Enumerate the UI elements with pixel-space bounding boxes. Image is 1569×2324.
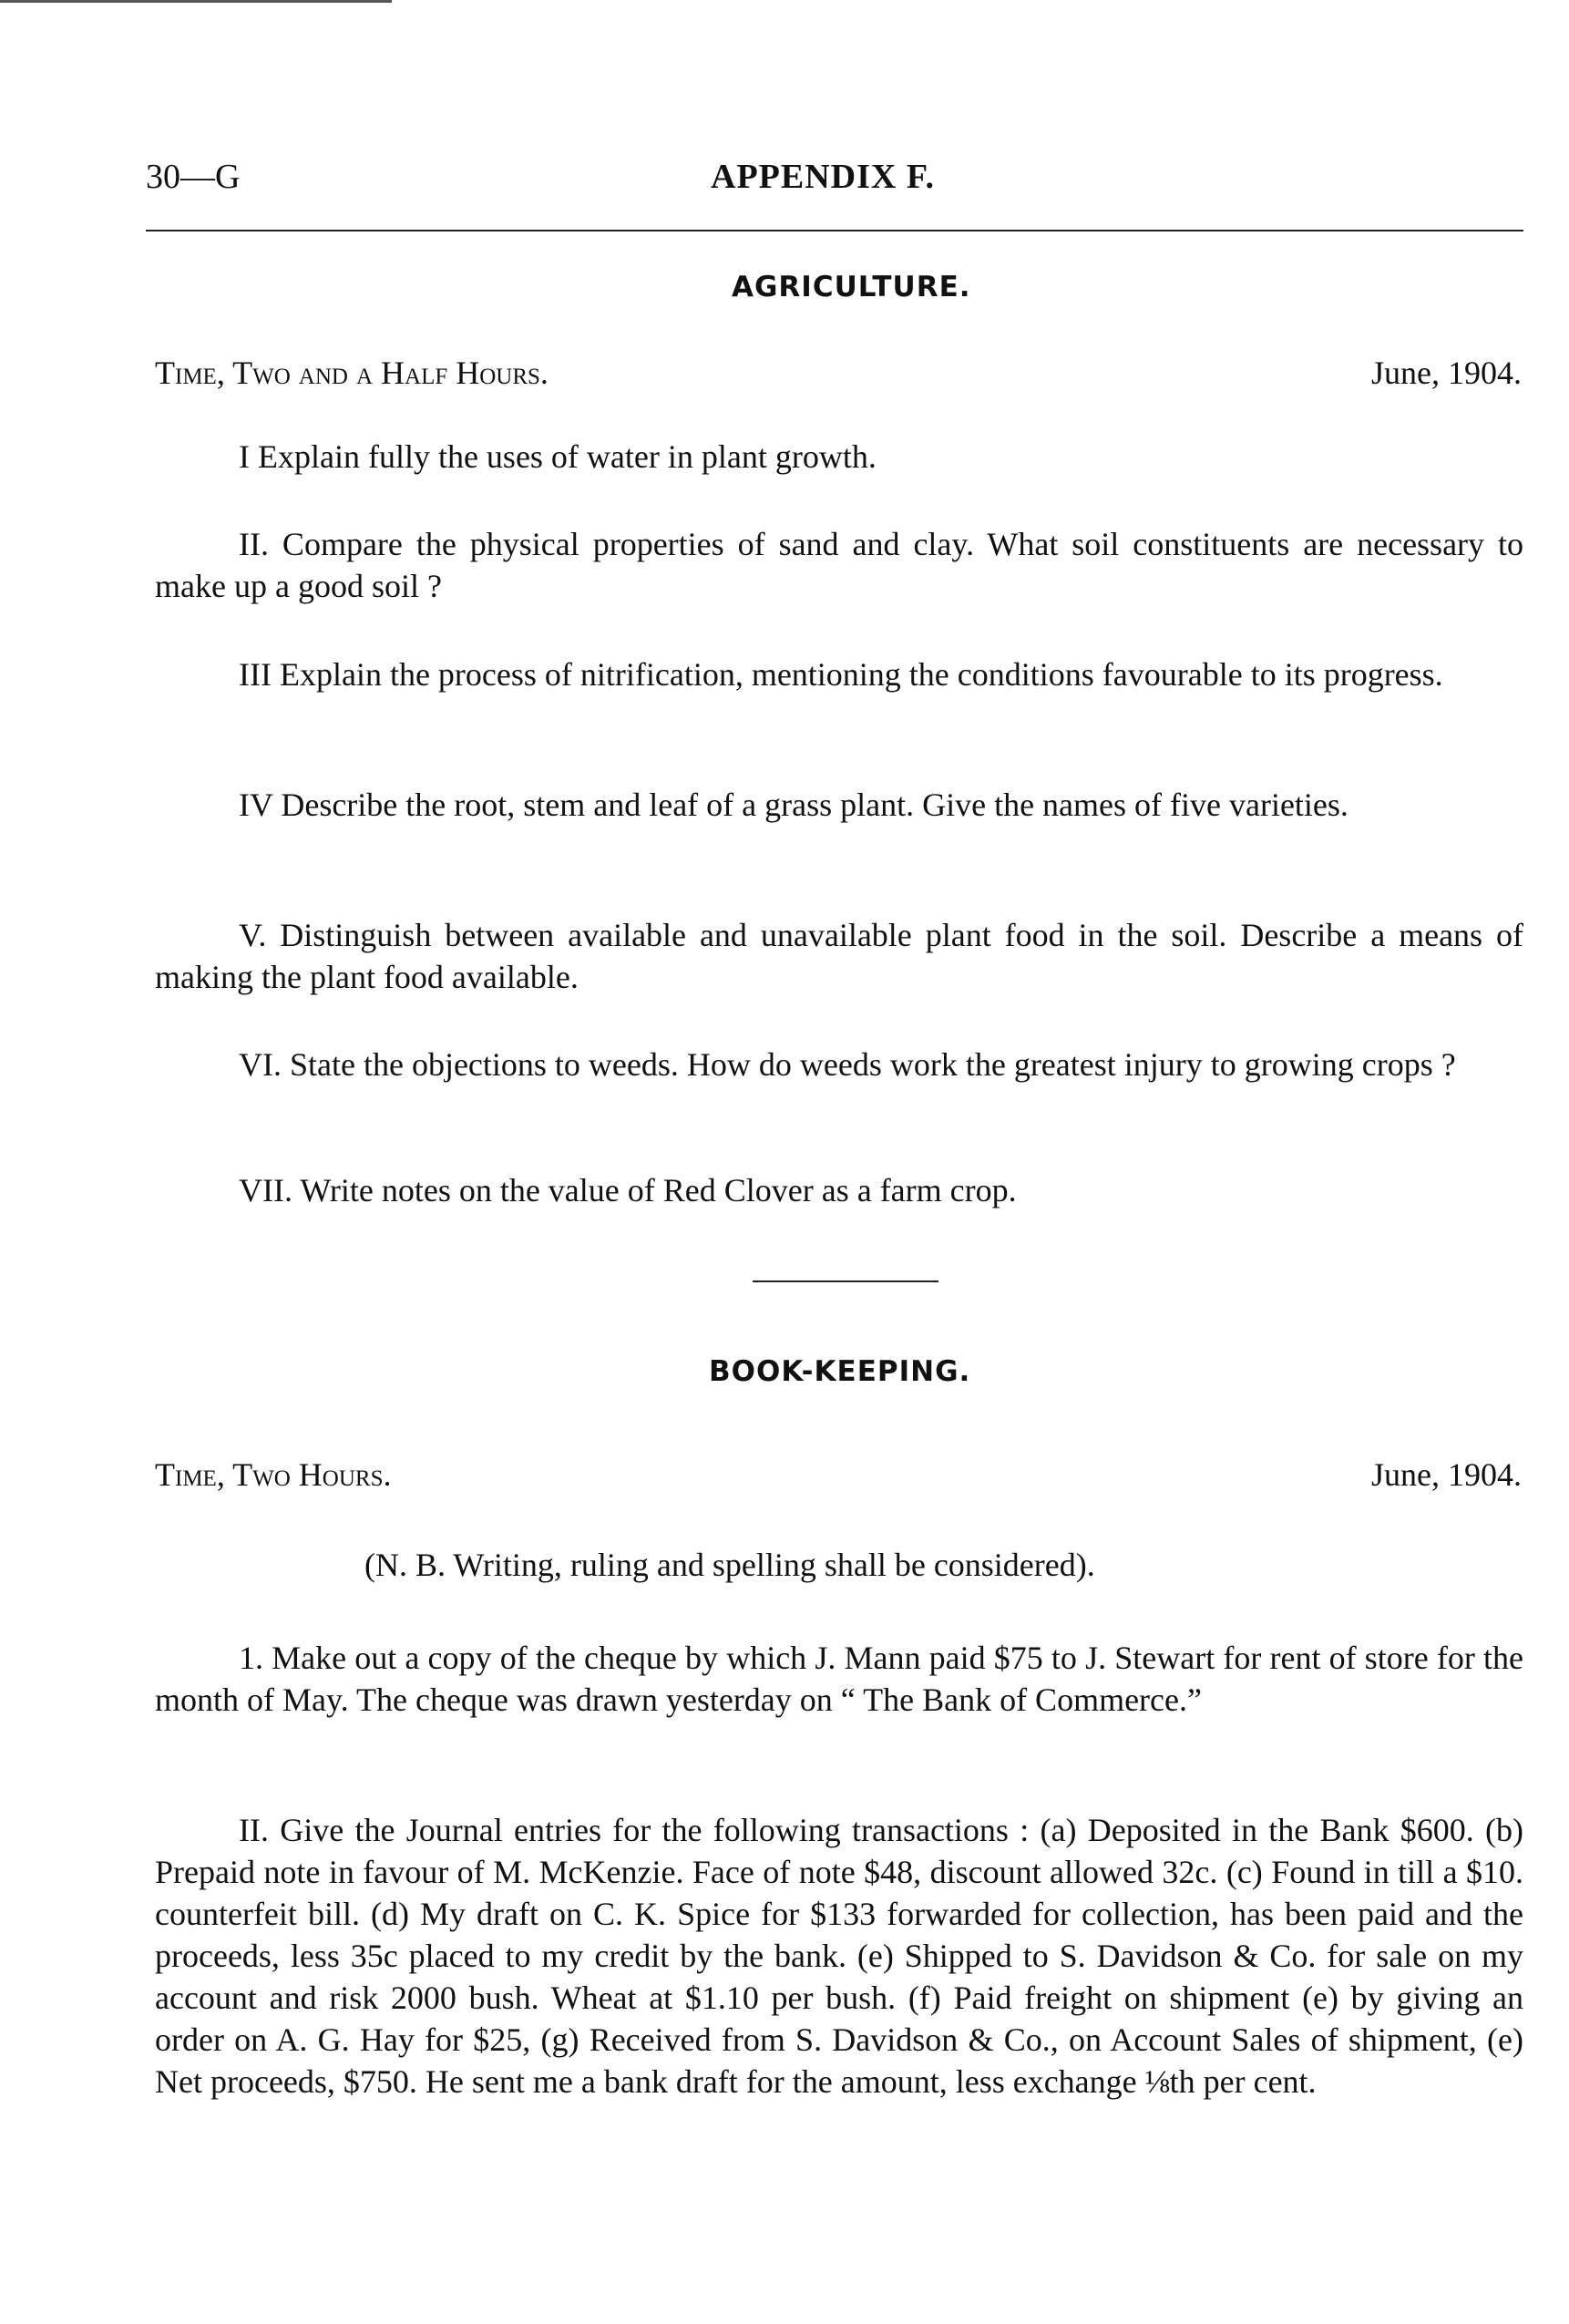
agriculture-question-3: III Explain the process of nitrification, mentioning the conditions favourable to its progress. (239, 656, 1443, 693)
section-divider (753, 1280, 938, 1282)
agriculture-question-1: I Explain fully the uses of water in plant growth. (239, 438, 877, 475)
agriculture-time: Time, Two and a Half Hours. (155, 355, 549, 391)
page-header (146, 157, 1522, 202)
agriculture-question-6: VI. State the objections to weeds. How do weeds work the greatest injury to growing crops ? (239, 1046, 1456, 1083)
bookkeeping-meta (155, 1455, 1522, 1501)
bookkeeping-note: (N. B. Writing, ruling and spelling shall be considered). (364, 1547, 1095, 1583)
bookkeeping-question-1: 1. Make out a copy of the cheque by which J. Mann paid $75 to J. Stewart for rent of store for the month of May. The cheque was drawn yesterday on “ The Bank of Commerce.” (155, 1640, 1523, 1718)
header-rule (146, 230, 1523, 231)
agriculture-meta (155, 354, 1522, 399)
bookkeeping-question-2: II. Give the Journal entries for the following transactions : (a) Deposited in the Bank $600. (b) Prepaid note in favour of M. McKenzie. Face of note $48, discount allowed 32c. (c) Found in till a $10. counterfeit bill. (d) My draft on C. K. Spice for $133 forwarded for collection, has been paid and the proceeds, less 35c placed to my credit by the bank. (e) Shipped to S. Davidson & Co. for sale on my account and risk 2000 bush. Wheat at $1.10 per bush. (f) Paid freight on shipment (e) by giving an order on A. G. Hay for $25, (g) Received from S. Davidson & Co., on Account Sales of shipment, (e) Net proceeds, $750. He sent me a bank draft for the amount, less exchange ⅛th per cent. (155, 1812, 1523, 2100)
page-number: 30—G (146, 158, 241, 196)
bookkeeping-date: June, 1904. (1371, 1456, 1522, 1493)
agriculture-date: June, 1904. (1371, 355, 1522, 391)
agriculture-question-5: V. Distinguish between available and unavailable plant food in the soil. Describe a means of making the plant food available. (155, 917, 1523, 995)
agriculture-question-4: IV Describe the root, stem and leaf of a grass plant. Give the names of five varieties. (239, 787, 1349, 823)
agriculture-heading: AGRICULTURE. (732, 271, 971, 303)
scan-edge-line (0, 0, 392, 3)
bookkeeping-time: Time, Two Hours. (155, 1456, 392, 1493)
agriculture-question-2: II. Compare the physical properties of sand and clay. What soil constituents are necessary to make up a good soil ? (155, 526, 1523, 604)
bookkeeping-heading: BOOK-KEEPING. (709, 1355, 971, 1388)
agriculture-question-7: VII. Write notes on the value of Red Clover as a farm crop. (239, 1172, 1017, 1208)
appendix-title: APPENDIX F. (711, 158, 936, 196)
